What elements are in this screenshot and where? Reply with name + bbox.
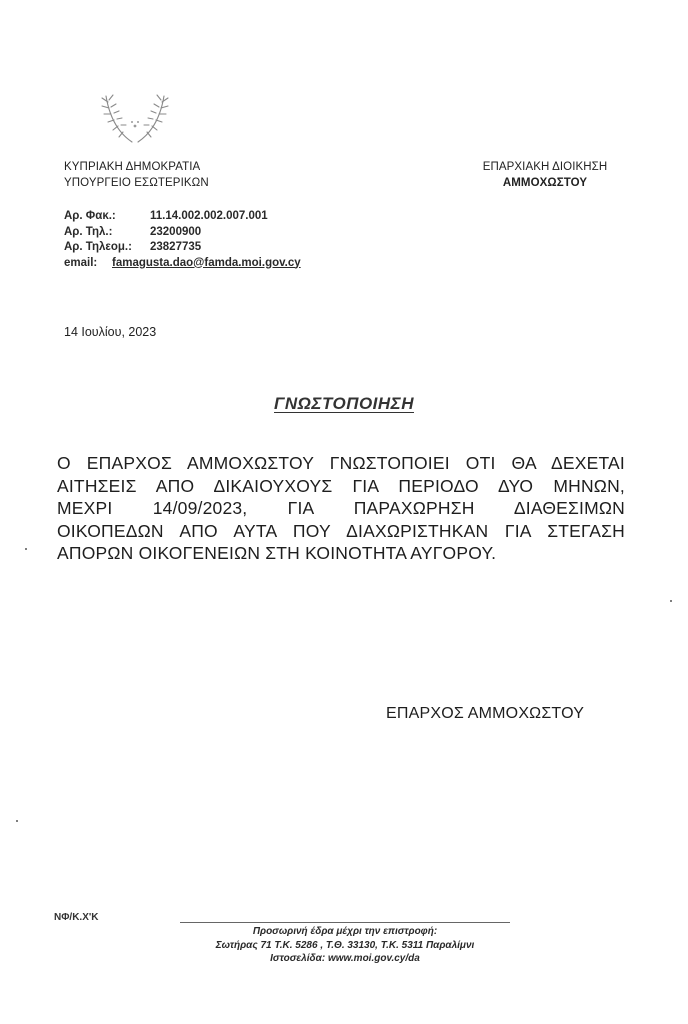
document-date: 14 Ιουλίου, 2023 <box>64 325 157 339</box>
header-ministry: ΥΠΟΥΡΓΕΙΟ ΕΣΩΤΕΡΙΚΩΝ <box>64 177 209 189</box>
district-header <box>470 159 620 191</box>
scan-speck <box>16 820 18 822</box>
scan-speck <box>670 600 672 602</box>
phone-value: 23200900 <box>150 225 202 238</box>
file-number-value: 11.14.002.002.007.001 <box>150 210 268 222</box>
phone-label: Αρ. Τηλ.: <box>64 225 113 238</box>
email-label: email: <box>64 256 98 269</box>
email-link[interactable]: famagusta.dao@famda.moi.gov.cy <box>112 256 301 269</box>
coat-of-arms-icon <box>92 82 178 146</box>
reference-block <box>64 209 301 271</box>
notice-title <box>0 394 688 414</box>
fax-value: 23827735 <box>150 241 202 253</box>
body-line: ΟΙΚΟΠΕΔΩΝ ΑΠΟ ΑΥΤΑ ΠΟΥ ΔΙΑΧΩΡΙΣΤΗΚΑΝ ΓΙΑ ΣΤΕΓΑΣΗ <box>57 520 625 541</box>
signature-title: ΕΠΑΡΧΟΣ ΑΜΜΟΧΩΣΤΟΥ <box>386 705 585 722</box>
footer-temporary-seat: Προσωρινή έδρα μέχρι την επιστροφή: <box>252 926 438 937</box>
footer-address <box>180 925 510 966</box>
phone-row <box>64 225 301 241</box>
body-line: ΑΙΤΗΣΕΙΣ ΑΠΟ ΔΙΚΑΙΟΥΧΟΥΣ ΓΙΑ ΠΕΡΙΟΔΟ ΔΥΟ ΜΗΝΩΝ, <box>57 475 625 496</box>
email-row <box>64 256 301 272</box>
header-district-admin: ΕΠΑΡΧΙΑΚΗ ΔΙΟΙΚΗΣΗ <box>482 161 608 173</box>
file-number-label: Αρ. Φακ.: <box>64 210 116 222</box>
body-line: ΜΕΧΡΙ 14/09/2023, ΓΙΑ ΠΑΡΑΧΩΡΗΣΗ ΔΙΑΘΕΣΙΜΩΝ <box>57 498 625 518</box>
author-initials: ΝΦ/Κ.Χ'Κ <box>54 912 99 923</box>
footer-divider <box>180 922 510 923</box>
body-line: Ο ΕΠΑΡΧΟΣ ΑΜΜΟΧΩΣΤΟΥ ΓΝΩΣΤΟΠΟΙΕΙ ΟΤΙ ΘΑ ΔΕΧΕΤΑΙ <box>57 453 625 473</box>
fax-row <box>64 240 301 256</box>
footer-website[interactable]: Ιστοσελίδα: www.moi.gov.cy/da <box>270 953 420 964</box>
body-line: ΑΠΟΡΩΝ ΟΙΚΟΓΕΝΕΙΩΝ ΣΤΗ ΚΟΙΝΟΤΗΤΑ ΑΥΓΟΡΟΥ. <box>57 543 497 563</box>
ministry-header <box>64 159 209 191</box>
fax-label: Αρ. Τηλεομ.: <box>64 241 132 253</box>
header-district-name: ΑΜΜΟΧΩΣΤΟΥ <box>502 177 588 189</box>
notice-title-text: ΓΝΩΣΤΟΠΟΙΗΣΗ <box>274 394 414 413</box>
footer-postal-address: Σωτήρας 71 Τ.Κ. 5286 , Τ.Θ. 33130, Τ.Κ. 5311 Παραλίμνι <box>215 939 475 951</box>
scan-speck <box>25 548 27 550</box>
notice-body <box>57 452 625 565</box>
header-country: ΚΥΠΡΙΑΚΗ ΔΗΜΟΚΡΑΤΙΑ <box>64 161 201 173</box>
file-number-row <box>64 209 301 225</box>
